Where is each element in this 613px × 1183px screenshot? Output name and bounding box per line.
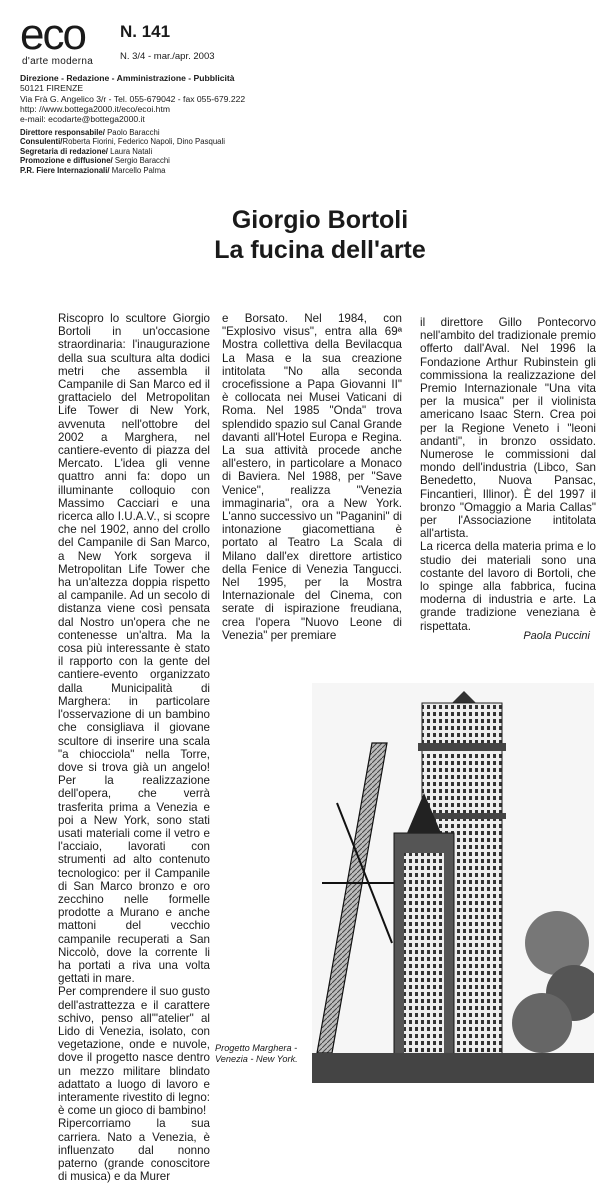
article-column-2: [222, 312, 402, 642]
staff-line: Direttore responsabile/ Paolo Baracchi: [20, 128, 160, 137]
email-link[interactable]: e-mail: ecodarte@bottega2000.it: [20, 114, 145, 125]
article-column-1: [58, 312, 210, 1183]
address-city: 50121 FIRENZE: [20, 83, 84, 94]
address-street: Via Frà G. Angelico 3/r - Tel. 055-679042 - fax 055-679.222: [20, 93, 246, 104]
staff-line: Promozione e diffusione/ Sergio Baracchi: [20, 156, 170, 166]
paragraph: Per comprendere il suo gusto dell'astrattezza e il carattere schivo, penso all'"atelier" al Lido di Venezia, isolato, con vegetazione, onde e nuvole, dove il progetto nasce dentro un mezzo militare blindato adattato a luogo di lavoro e interamente rivestito di legno: è come un gioco di bambino!: [58, 985, 210, 1118]
website-link[interactable]: http: //www.bottega2000.it/eco/ecoi.htm: [20, 103, 171, 114]
staff-line: P.R. Fiere Internazionali/ Marcello Palma: [20, 165, 166, 175]
article-column-3: [420, 316, 596, 633]
masthead-info: [20, 73, 340, 124]
logo-wordmark: eco: [20, 10, 85, 59]
issue-date: N. 3/4 - mar./apr. 2003: [120, 51, 215, 62]
staff-credits: [20, 128, 420, 175]
paragraph: La ricerca della materia prima e lo studio dei materiali sono una costante del lavoro di Bortoli, che lo spinge alla fabbrica, fucina moderna di industria e arte. La grande tradizione veneziana è rispettata.: [420, 540, 596, 633]
staff-line: Consulenti/Roberta Fiorini, Federico Napoli, Dino Pasquali: [20, 137, 225, 147]
paragraph: il direttore Gillo Pontecorvo nell'ambito del tradizionale premio offerto dall'Aval. Nel 1996 la Fondazione Arthur Rubinstein gli commissiona la realizzazione del Premio Internazionale "Una vita per la musica" per il violinista americano Isaac Stern. Crea poi per la Regione Veneto i "leoni andanti", in bronzo ossidato. Numerose le commissioni dal mondo dell'industria (Libco, San Benedetto, Nuova Pansac, Fincantieri, Illinor). È del 1997 il bronzo "Omaggio a Maria Callas" per l'Associazione intitolata all'artista.: [420, 316, 596, 541]
title-line-2: La fucina dell'arte: [214, 236, 426, 264]
issue-number: N. 141: [120, 22, 171, 41]
eco-logo: [20, 10, 115, 70]
title-line-1: Giorgio Bortoli: [231, 206, 409, 234]
paragraph: Ripercorriamo la sua carriera. Nato a Venezia, è influenzato dal nonno paterno (grande conoscitore di musica) e da Murer: [58, 1117, 210, 1183]
paragraph: e Borsato. Nel 1984, con "Explosivo visus", entra alla 69ª Mostra collettiva della Bevilacqua La Masa e la sua creazione intitolata "No alla seconda crocefissione a Papa Giovanni II" è collocata nei Musei Vaticani di Roma. Nel 1985 "Onda" trova splendido spazio sul Canal Grande davanti all'Hotel Europa e Regina. La sua attività procede anche all'estero, in particolare a Monaco di Baviera. Nel 1988, per "Save Venice", realizza "Venezia immaginaria", ora a New York. L'anno successivo un "Paganini" di intonazione giacomettiana è portato al Teatro La Scala di Milano dall'ex direttore artistico della Fenice di Venezia Tangucci. Nel 1995, per la Mostra Internazionale del Cinema, con serate di ispirazione freudiana, crea l'opera "Nuovo Leone di Venezia" per premiare: [222, 312, 402, 642]
staff-line: Segretaria di redazione/ Laura Natali: [20, 146, 153, 156]
logo-subtitle: d'arte moderna: [22, 56, 94, 67]
office-heading: Direzione - Redazione - Amministrazione - Pubblicità: [20, 73, 235, 83]
photo-caption: Progetto Marghera - Venezia - New York.: [215, 1043, 298, 1064]
author-byline: Paola Puccini: [523, 630, 590, 642]
paragraph: Riscopro lo scultore Giorgio Bortoli in un'occasione straordinaria: l'inaugurazione della sua scultura alta dodici metri che assembla il Campanile di San Marco ed il grattacielo del Metropolitan Life Tower di New York, avvenuta nell'ottobre del 2002 a Marghera, nel cantiere-evento di piazza del Mercato. L'idea gli venne quattro anni fa: dopo un illuminante colloquio con Massimo Cacciari e una ricerca allo I.U.A.V., si scopre che nel 1902, anno del crollo del Campanile di San Marco, a New York sorgeva il Metropolitan Life Tower che ha un'altezza doppia rispetto al campanile. Ad un secolo di distanza viene così pensata dal Nostro un'opera che ne contenesse un'altra. Ma la cosa più interessante è stato il rapporto con la gente del cantiere-evento organizzato dalla Municipalità di Marghera: in particolare l'osservazione di un bambino che consigliava il giovane scultore di inserire una scala "a chiocciola" nella Torre, dove si trova già un angelo! Per la realizzazione dell'opera, che verrà trasferita prima a Venezia e poi a New York, sono stati usati materiali come il vetro e l'acciaio, lavorati con strumenti ad alto contenuto tecnologico: per il Campanile di San Marco bronzo e oro zecchino nelle formelle prodotte a Murano e anche mattoni del vecchio campanile recuperati a San Niccolò, dove la corrente li ha portati a riva una volta gettati in mare.: [58, 312, 210, 986]
article-title: [150, 205, 490, 265]
sculpture-photo: [312, 683, 594, 1083]
